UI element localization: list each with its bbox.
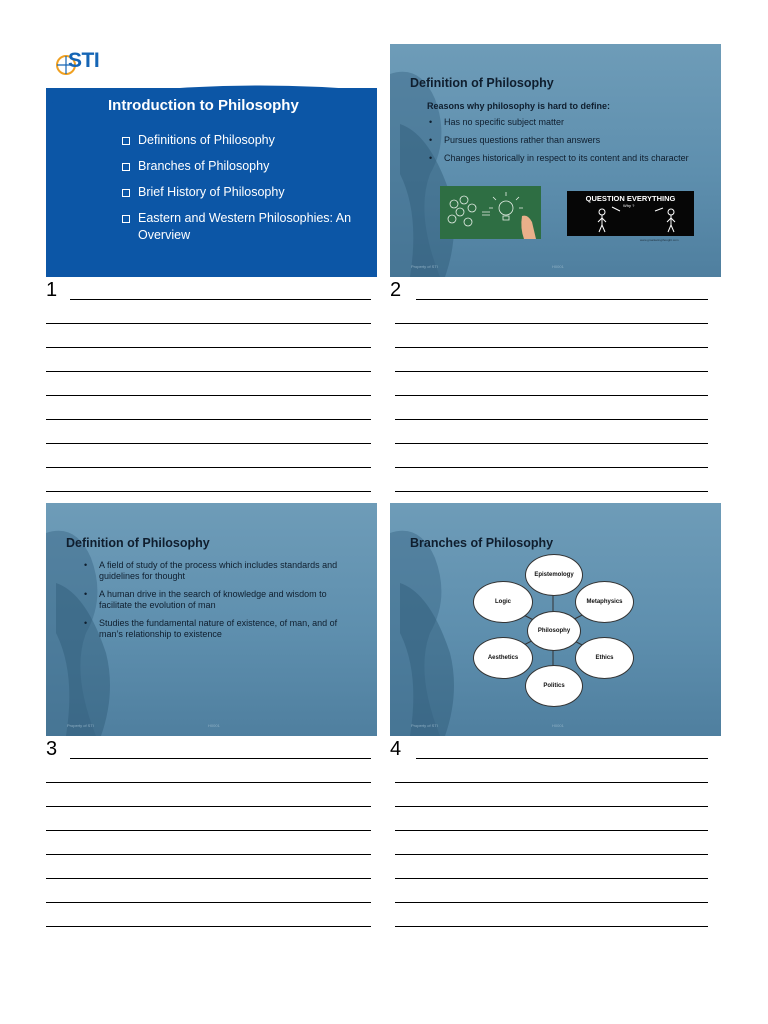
- note-line[interactable]: [46, 830, 371, 831]
- note-line[interactable]: [46, 371, 371, 372]
- slide-3-bullet-list: [82, 560, 362, 647]
- note-line[interactable]: [46, 323, 371, 324]
- note-line[interactable]: [46, 395, 371, 396]
- center-node-philosophy: Philosophy: [527, 611, 581, 651]
- slide-number-2: 2: [390, 279, 402, 301]
- note-line[interactable]: [70, 299, 371, 300]
- bullet-item: • Changes historically in respect to its content and its character: [427, 153, 712, 164]
- bullet-item: Eastern and Western Philosophies: An Overview: [122, 210, 362, 244]
- note-line[interactable]: [395, 491, 708, 492]
- image-credit: www.gmarketingthought.com: [640, 238, 679, 242]
- bullet-item: Branches of Philosophy: [122, 158, 362, 175]
- branch-node-ethics: Ethics: [575, 637, 634, 679]
- slide-4-heading: Branches of Philosophy: [410, 536, 554, 550]
- slide-footer-left: Property of STI: [411, 723, 438, 728]
- note-line[interactable]: [46, 419, 371, 420]
- slide-footer-left: Property of STI: [411, 264, 438, 269]
- stick-figures-icon: [567, 205, 694, 236]
- note-line[interactable]: [395, 419, 708, 420]
- note-line[interactable]: [416, 299, 708, 300]
- note-line[interactable]: [395, 782, 708, 783]
- note-line[interactable]: [416, 758, 708, 759]
- bullet-item: • A field of study of the process which includes standards and guidelines for thought: [82, 560, 362, 582]
- note-line[interactable]: [395, 395, 708, 396]
- slide-number-1: 1: [46, 279, 58, 301]
- note-line[interactable]: [46, 443, 371, 444]
- slide-number-3: 3: [46, 738, 58, 760]
- slide-1-bullet-list: [122, 132, 362, 253]
- note-line[interactable]: [46, 854, 371, 855]
- slide-2-subheading: Reasons why philosophy is hard to define:: [427, 101, 611, 111]
- branch-node-aesthetics: Aesthetics: [473, 637, 533, 679]
- note-line[interactable]: [395, 854, 708, 855]
- slide-footer-right: H0001: [208, 723, 220, 728]
- checkbox-bullet-icon: [122, 137, 130, 145]
- note-line[interactable]: [46, 782, 371, 783]
- branch-node-politics: Politics: [525, 665, 583, 707]
- bullet-item: Brief History of Philosophy: [122, 184, 362, 201]
- note-line[interactable]: [395, 371, 708, 372]
- branch-node-metaphysics: Metaphysics: [575, 581, 634, 623]
- note-line[interactable]: [46, 926, 371, 927]
- branch-node-logic: Logic: [473, 581, 533, 623]
- slide-number-4: 4: [390, 738, 402, 760]
- bullet-item: • A human drive in the search of knowledge and wisdom to facilitate the evolution of man: [82, 589, 362, 611]
- slide-2-definition: [390, 44, 721, 277]
- note-line[interactable]: [395, 467, 708, 468]
- note-line[interactable]: [46, 806, 371, 807]
- note-line[interactable]: [46, 878, 371, 879]
- slide-footer-right: H0001: [552, 264, 564, 269]
- bullet-item: • Studies the fundamental nature of existence, of man, and of man’s relationship to existence: [82, 618, 362, 640]
- sti-logo: STI: [68, 49, 100, 72]
- bullet-item: Definitions of Philosophy: [122, 132, 362, 149]
- checkbox-bullet-icon: [122, 189, 130, 197]
- bullet-item: • Pursues questions rather than answers: [427, 135, 712, 146]
- note-line[interactable]: [46, 491, 371, 492]
- chalkboard-lightbulb-image: [440, 186, 541, 239]
- bullet-item: • Has no specific subject matter: [427, 117, 712, 128]
- checkbox-bullet-icon: [122, 215, 130, 223]
- slide-2-heading: Definition of Philosophy: [410, 76, 554, 90]
- note-line[interactable]: [46, 902, 371, 903]
- slide-4-branches: [390, 503, 721, 736]
- note-line[interactable]: [395, 902, 708, 903]
- slide-footer-right: H0001: [552, 723, 564, 728]
- slide-3-heading: Definition of Philosophy: [66, 536, 210, 550]
- slide-footer-left: Property of STI: [67, 723, 94, 728]
- checkbox-bullet-icon: [122, 163, 130, 171]
- note-line[interactable]: [395, 347, 708, 348]
- question-everything-image: QUESTION EVERYTHING Why ?: [567, 191, 694, 236]
- note-line[interactable]: [395, 878, 708, 879]
- slide-3-definition: [46, 503, 377, 736]
- note-line[interactable]: [70, 758, 371, 759]
- slide-2-bullet-list: [427, 117, 712, 171]
- branch-node-epistemology: Epistemology: [525, 554, 583, 596]
- note-line[interactable]: [46, 347, 371, 348]
- note-line[interactable]: [395, 323, 708, 324]
- note-line[interactable]: [395, 926, 708, 927]
- note-line[interactable]: [46, 467, 371, 468]
- slide-1-title: [46, 44, 377, 277]
- note-line[interactable]: [395, 806, 708, 807]
- note-line[interactable]: [395, 443, 708, 444]
- note-line[interactable]: [395, 830, 708, 831]
- slide-1-heading: Introduction to Philosophy: [108, 97, 299, 114]
